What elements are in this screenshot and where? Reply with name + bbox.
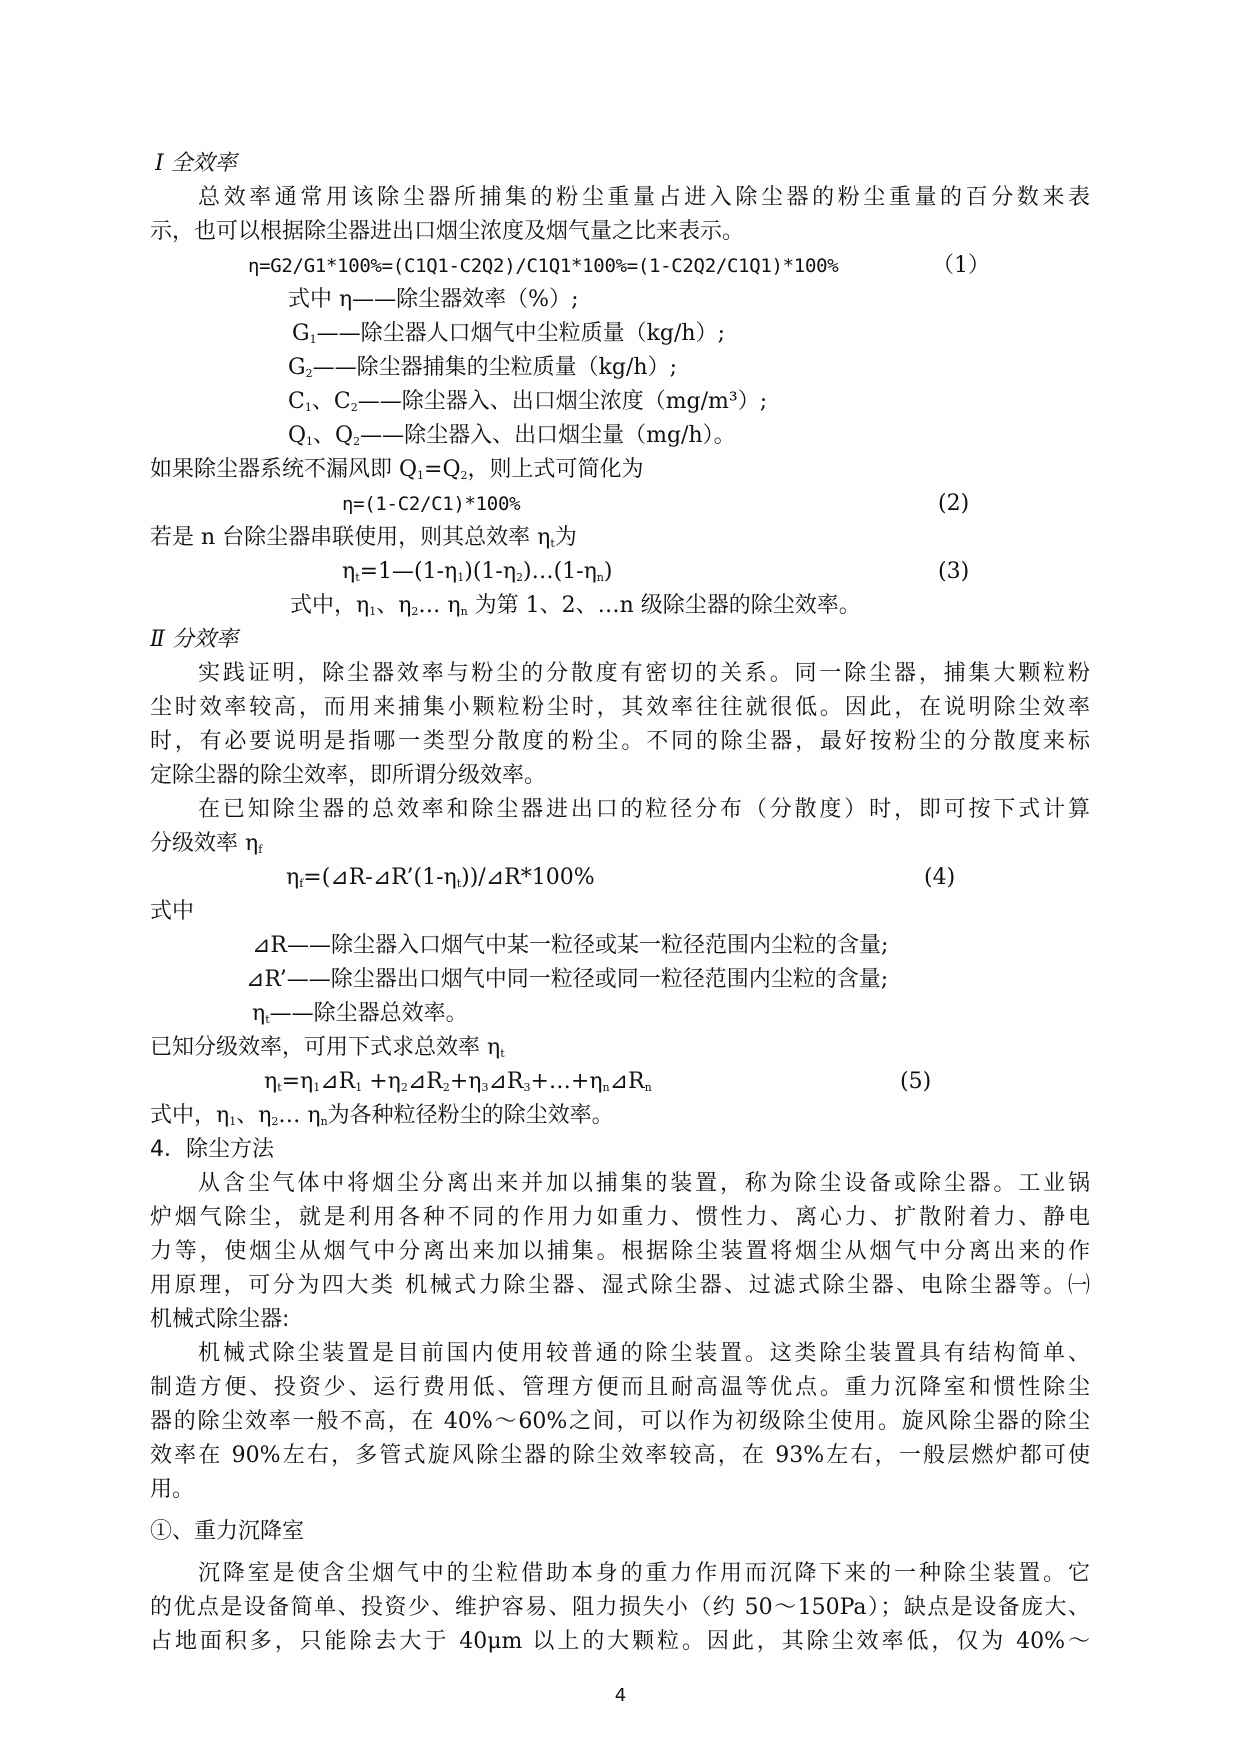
paragraph-line: 从含尘气体中将烟尘分离出来并加以捕集的装置，称为除尘设备或除尘器。工业锅 [198,1171,1090,1196]
paragraph-line: 制造方便、投资少、运行费用低、管理方便而且耐高温等优点。重力沉降室和惯性除尘 [150,1375,1090,1400]
paragraph-line: 器的除尘效率一般不高，在 40%～60%之间，可以作为初级除尘使用。旋风除尘器的除尘 [150,1409,1090,1434]
paragraph-line: 占地面积多，只能除去大于 40μm 以上的大颗粒。因此，其除尘效率低，仅为 40%～ [150,1629,1090,1654]
section-title-total-efficiency: Ⅰ 全效率 [155,151,237,176]
formula-1: η=G2/G1*100%=(C1Q1-C2Q2)/C1Q1*100%=(1-C2Q2/C1Q1)*100% [248,255,839,277]
formula-5-number: (5) [900,1069,932,1094]
paragraph-line: 在已知除尘器的总效率和除尘器进出口的粒径分布（分散度）时，即可按下式计算 [198,797,1090,822]
paragraph-line: 分级效率 $\eta_f$ [150,831,263,856]
where-label: 式中 [150,899,195,924]
paragraph-line: 实践证明，除尘器效率与粉尘的分散度有密切的关系。同一除尘器，捕集大颗粒粉 [198,661,1090,686]
formula-1-number: （1） [932,253,990,278]
formula-3-number: (3) [938,559,970,584]
formula-3: $\eta_t=1—(1-\eta_1)(1-\eta_2)\dots(1-\eta_n)$ [342,559,613,584]
formula-3-definition: 式中，$\eta_1$、$\eta_2\dots$ $\eta_n$ 为第 1、2、…n 级除尘器的除尘效率。 [290,593,861,618]
paragraph-line: 用原理，可分为四大类 机械式力除尘器、湿式除尘器、过滤式除尘器、电除尘器等。㈠ [150,1273,1090,1298]
section-title-dust-removal-methods: 4．除尘方法 [150,1137,274,1162]
definition-q: $Q_1$、$Q_2——$除尘器入、出口烟尘量（mg/h）。 [288,423,736,448]
page-number: 4 [614,1685,627,1706]
formula-2-number: (2) [938,491,970,516]
definition-delta-r-prime: ⊿R’——除尘器出口烟气中同一粒径或同一粒径范围内尘粒的含量; [246,967,889,992]
definition-c: $C_1$、$C_2——$除尘器入、出口烟尘浓度（mg/m³）; [288,389,768,414]
definition-delta-r: ⊿R——除尘器入口烟气中某一粒径或某一粒径范围内尘粒的含量; [252,933,889,958]
paragraph-line: 效率在 90%左右，多管式旋风除尘器的除尘效率较高，在 93%左右，一般层燃炉都可使 [150,1443,1090,1468]
paragraph-line: 总效率通常用该除尘器所捕集的粉尘重量占进入除尘器的粉尘重量的百分数来表 [198,185,1090,210]
formula-2: η=(1-C2/C1)*100% [342,493,521,515]
paragraph-line: 定除尘器的除尘效率，即所谓分级效率。 [150,763,547,788]
definition-eta-t: $\eta_t——$除尘器总效率。 [252,1001,468,1026]
paragraph-line: 炉烟气除尘，就是利用各种不同的作用力如重力、惯性力、离心力、扩散附着力、静电 [150,1205,1090,1230]
paragraph-line: 已知分级效率，可用下式求总效率 $\eta_t$ [150,1035,505,1060]
formula-4: $\eta_f=(⊿R-⊿R’(1-\eta_t))/⊿R*100\%$ [286,865,595,890]
definition-g1: $G_1——$除尘器人口烟气中尘粒质量（kg/h）; [292,321,725,346]
paragraph-line: 示，也可以根据除尘器进出口烟尘浓度及烟气量之比来表示。 [150,219,745,244]
paragraph-line: 尘时效率较高，而用来捕集小颗粒粉尘时，其效率往往就很低。因此，在说明除尘效率 [150,695,1090,720]
paragraph-line: 时，有必要说明是指哪一类型分散度的粉尘。不同的除尘器，最好按粉尘的分散度来标 [150,729,1090,754]
paragraph-line: 力等，使烟尘从烟气中分离出来加以捕集。根据除尘装置将烟尘从烟气中分离出来的作 [150,1239,1090,1264]
formula-5: $\eta_t=\eta_1⊿R_1$ $+\eta_2⊿R_2+\eta_3⊿R_3+\dots+\eta_n⊿R_n$ [264,1069,652,1094]
subsection-title-mechanical: 机械式除尘器: [150,1307,290,1332]
paragraph-line: 如果除尘器系统不漏风即 $Q_1=Q_2$，则上式可简化为 [150,457,644,482]
formula-5-definition: 式中，$\eta_1$、$\eta_2\dots$ $\eta_n$为各种粒径粉尘的除尘效率。 [150,1103,614,1128]
paragraph-line: 若是 n 台除尘器串联使用，则其总效率 $\eta_t$为 [150,525,577,550]
paragraph-line: 机械式除尘装置是目前国内使用较普通的除尘装置。这类除尘装置具有结构简单、 [198,1341,1090,1366]
paragraph-line: 沉降室是使含尘烟气中的尘粒借助本身的重力作用而沉降下来的一种除尘装置。它 [198,1561,1090,1586]
paragraph-line: 的优点是设备简单、投资少、维护容易、阻力损失小（约 50～150Pa）；缺点是设备庞大、 [150,1595,1090,1620]
section-title-fractional-efficiency: Ⅱ 分效率 [150,627,238,652]
definition-eta: 式中 η——除尘器效率（%）; [288,287,579,312]
formula-4-number: (4) [924,865,956,890]
paragraph-line: 用。 [150,1477,195,1502]
definition-g2: $G_2——$除尘器捕集的尘粒质量（kg/h）; [288,355,677,380]
item-title-gravity-settling-chamber: ①、重力沉降室 [150,1519,305,1544]
